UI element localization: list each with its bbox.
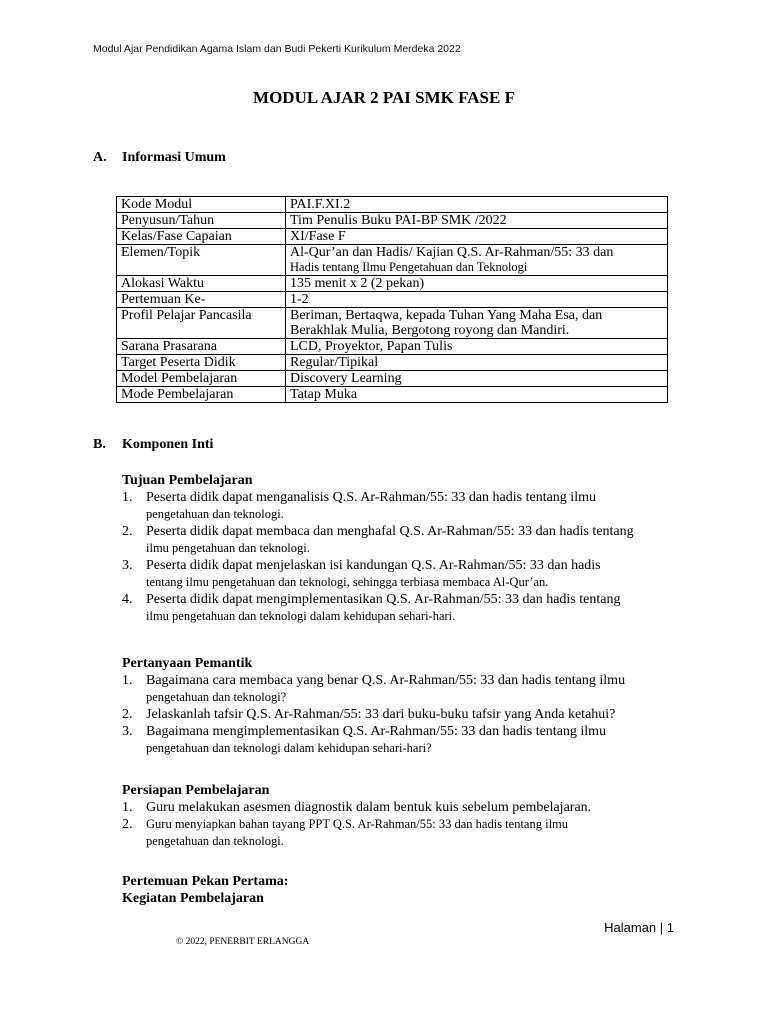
- page-number: Halaman | 1: [604, 920, 674, 935]
- list-text: Peserta didik dapat mengimplementasikan Q.S. Ar-Rahman/55: 33 dan hadis tentang: [146, 592, 621, 607]
- info-key: Target Peserta Didik: [117, 355, 286, 371]
- info-key: Elemen/Topik: [117, 245, 286, 276]
- list-number: 2.: [122, 707, 133, 722]
- list-number: 4.: [122, 592, 133, 607]
- list-item: [122, 523, 674, 557]
- info-value: PAI.F.XI.2: [286, 197, 668, 213]
- tujuan-section: [122, 472, 674, 625]
- list-text-continued: pengetahuan dan teknologi.: [146, 834, 284, 848]
- info-value: Tim Penulis Buku PAI-BP SMK /2022: [286, 213, 668, 229]
- section-b-letter: B.: [93, 437, 106, 452]
- list-text-continued: pengetahuan dan teknologi dalam kehidupan sehari-hari?: [146, 741, 432, 755]
- kegiatan-heading: Kegiatan Pembelajaran: [122, 891, 264, 906]
- info-value: Beriman, Bertaqwa, kepada Tuhan Yang Maha Esa, dan: [290, 308, 603, 323]
- persiapan-list: [122, 799, 674, 850]
- table-row: [117, 308, 668, 339]
- info-key: Sarana Prasarana: [117, 339, 286, 355]
- info-value: XI/Fase F: [286, 229, 668, 245]
- list-text: Bagaimana cara membaca yang benar Q.S. Ar-Rahman/55: 33 dan hadis tentang ilmu: [146, 673, 626, 688]
- list-number: 3.: [122, 558, 133, 573]
- section-b-title: Komponen Inti: [122, 437, 214, 452]
- list-number: 1.: [122, 800, 133, 815]
- list-text-continued: pengetahuan dan teknologi?: [146, 690, 287, 704]
- list-item: [122, 591, 674, 625]
- list-item: [122, 706, 674, 723]
- list-item: [122, 799, 674, 816]
- table-row: [117, 245, 668, 276]
- persiapan-section: [122, 782, 674, 850]
- tujuan-heading: Tujuan Pembelajaran: [122, 473, 253, 488]
- list-text: Jelaskanlah tafsir Q.S. Ar-Rahman/55: 33 dari buku-buku tafsir yang Anda ketahui?: [146, 707, 616, 722]
- list-item: [122, 672, 674, 706]
- table-row: [117, 387, 668, 403]
- info-key: Alokasi Waktu: [117, 276, 286, 292]
- tujuan-list: [122, 489, 674, 625]
- list-item: [122, 489, 674, 523]
- pertanyaan-heading: Pertanyaan Pemantik: [122, 656, 253, 671]
- info-value: LCD, Proyektor, Papan Tulis: [286, 339, 668, 355]
- table-row: [117, 292, 668, 308]
- list-number: 2.: [122, 817, 133, 832]
- section-b-heading: [93, 437, 213, 453]
- info-key: Kelas/Fase Capaian: [117, 229, 286, 245]
- info-value-multiline: [286, 245, 668, 276]
- info-key: Pertemuan Ke-: [117, 292, 286, 308]
- copyright-notice: © 2022, PENERBIT ERLANGGA: [176, 937, 310, 947]
- list-item: [122, 816, 674, 850]
- list-item: [122, 557, 674, 591]
- table-row: [117, 229, 668, 245]
- info-value-multiline: [286, 308, 668, 339]
- pertanyaan-list: [122, 672, 674, 757]
- table-row: [117, 339, 668, 355]
- list-text: Peserta didik dapat menganalisis Q.S. Ar-Rahman/55: 33 dan hadis tentang ilmu: [146, 490, 596, 505]
- list-text-continued: ilmu pengetahuan dan teknologi.: [146, 541, 310, 555]
- info-table: [116, 196, 668, 403]
- table-row: [117, 276, 668, 292]
- info-value-continued: Berakhlak Mulia, Bergotong royong dan Mandiri.: [290, 323, 570, 338]
- list-text: Guru menyiapkan bahan tayang PPT Q.S. Ar-Rahman/55: 33 dan hadis tentang ilmu: [146, 817, 569, 831]
- info-key: Model Pembelajaran: [117, 371, 286, 387]
- table-row: [117, 213, 668, 229]
- info-key: Penyusun/Tahun: [117, 213, 286, 229]
- list-number: 1.: [122, 490, 133, 505]
- info-value: 1-2: [286, 292, 668, 308]
- list-text: Peserta didik dapat membaca dan menghafal Q.S. Ar-Rahman/55: 33 dan hadis tentang: [146, 524, 634, 539]
- pertemuan-heading: Pertemuan Pekan Pertama:: [122, 874, 289, 889]
- section-a-letter: A.: [93, 150, 107, 165]
- info-value: Discovery Learning: [286, 371, 668, 387]
- info-value: 135 menit x 2 (2 pekan): [286, 276, 668, 292]
- table-row: [117, 371, 668, 387]
- info-value: Regular/Tipikal: [286, 355, 668, 371]
- list-text: Guru melakukan asesmen diagnostik dalam bentuk kuis sebelum pembelajaran.: [146, 800, 592, 815]
- persiapan-heading: Persiapan Pembelajaran: [122, 783, 270, 798]
- list-text: Bagaimana mengimplementasikan Q.S. Ar-Rahman/55: 33 dan hadis tentang ilmu: [146, 724, 607, 739]
- info-key: Kode Modul: [117, 197, 286, 213]
- list-text-continued: pengetahuan dan teknologi.: [146, 507, 284, 521]
- pertanyaan-section: [122, 655, 674, 757]
- list-text-continued: ilmu pengetahuan dan teknologi dalam kehidupan sehari-hari.: [146, 609, 456, 623]
- info-key: Profil Pelajar Pancasila: [117, 308, 286, 339]
- list-text: Peserta didik dapat menjelaskan isi kandungan Q.S. Ar-Rahman/55: 33 dan hadis: [146, 558, 601, 573]
- document-title: MODUL AJAR 2 PAI SMK FASE F: [253, 88, 515, 107]
- info-key: Mode Pembelajaran: [117, 387, 286, 403]
- running-header: Modul Ajar Pendidikan Agama Islam dan Budi Pekerti Kurikulum Merdeka 2022: [93, 43, 461, 55]
- list-number: 1.: [122, 673, 133, 688]
- list-text-continued: tentang ilmu pengetahuan dan teknologi, sehingga terbiasa membaca Al-Qur’an.: [146, 575, 549, 589]
- info-value: Tatap Muka: [286, 387, 668, 403]
- section-a-title: Informasi Umum: [122, 150, 226, 165]
- pertemuan-section: [122, 873, 674, 907]
- table-row: [117, 197, 668, 213]
- section-a-heading: [93, 150, 226, 166]
- table-row: [117, 355, 668, 371]
- list-number: 3.: [122, 724, 133, 739]
- list-number: 2.: [122, 524, 133, 539]
- info-value-continued: Hadis tentang Ilmu Pengetahuan dan Teknologi: [290, 260, 528, 274]
- info-value: Al-Qur’an dan Hadis/ Kajian Q.S. Ar-Rahman/55: 33 dan: [290, 245, 614, 260]
- list-item: [122, 723, 674, 757]
